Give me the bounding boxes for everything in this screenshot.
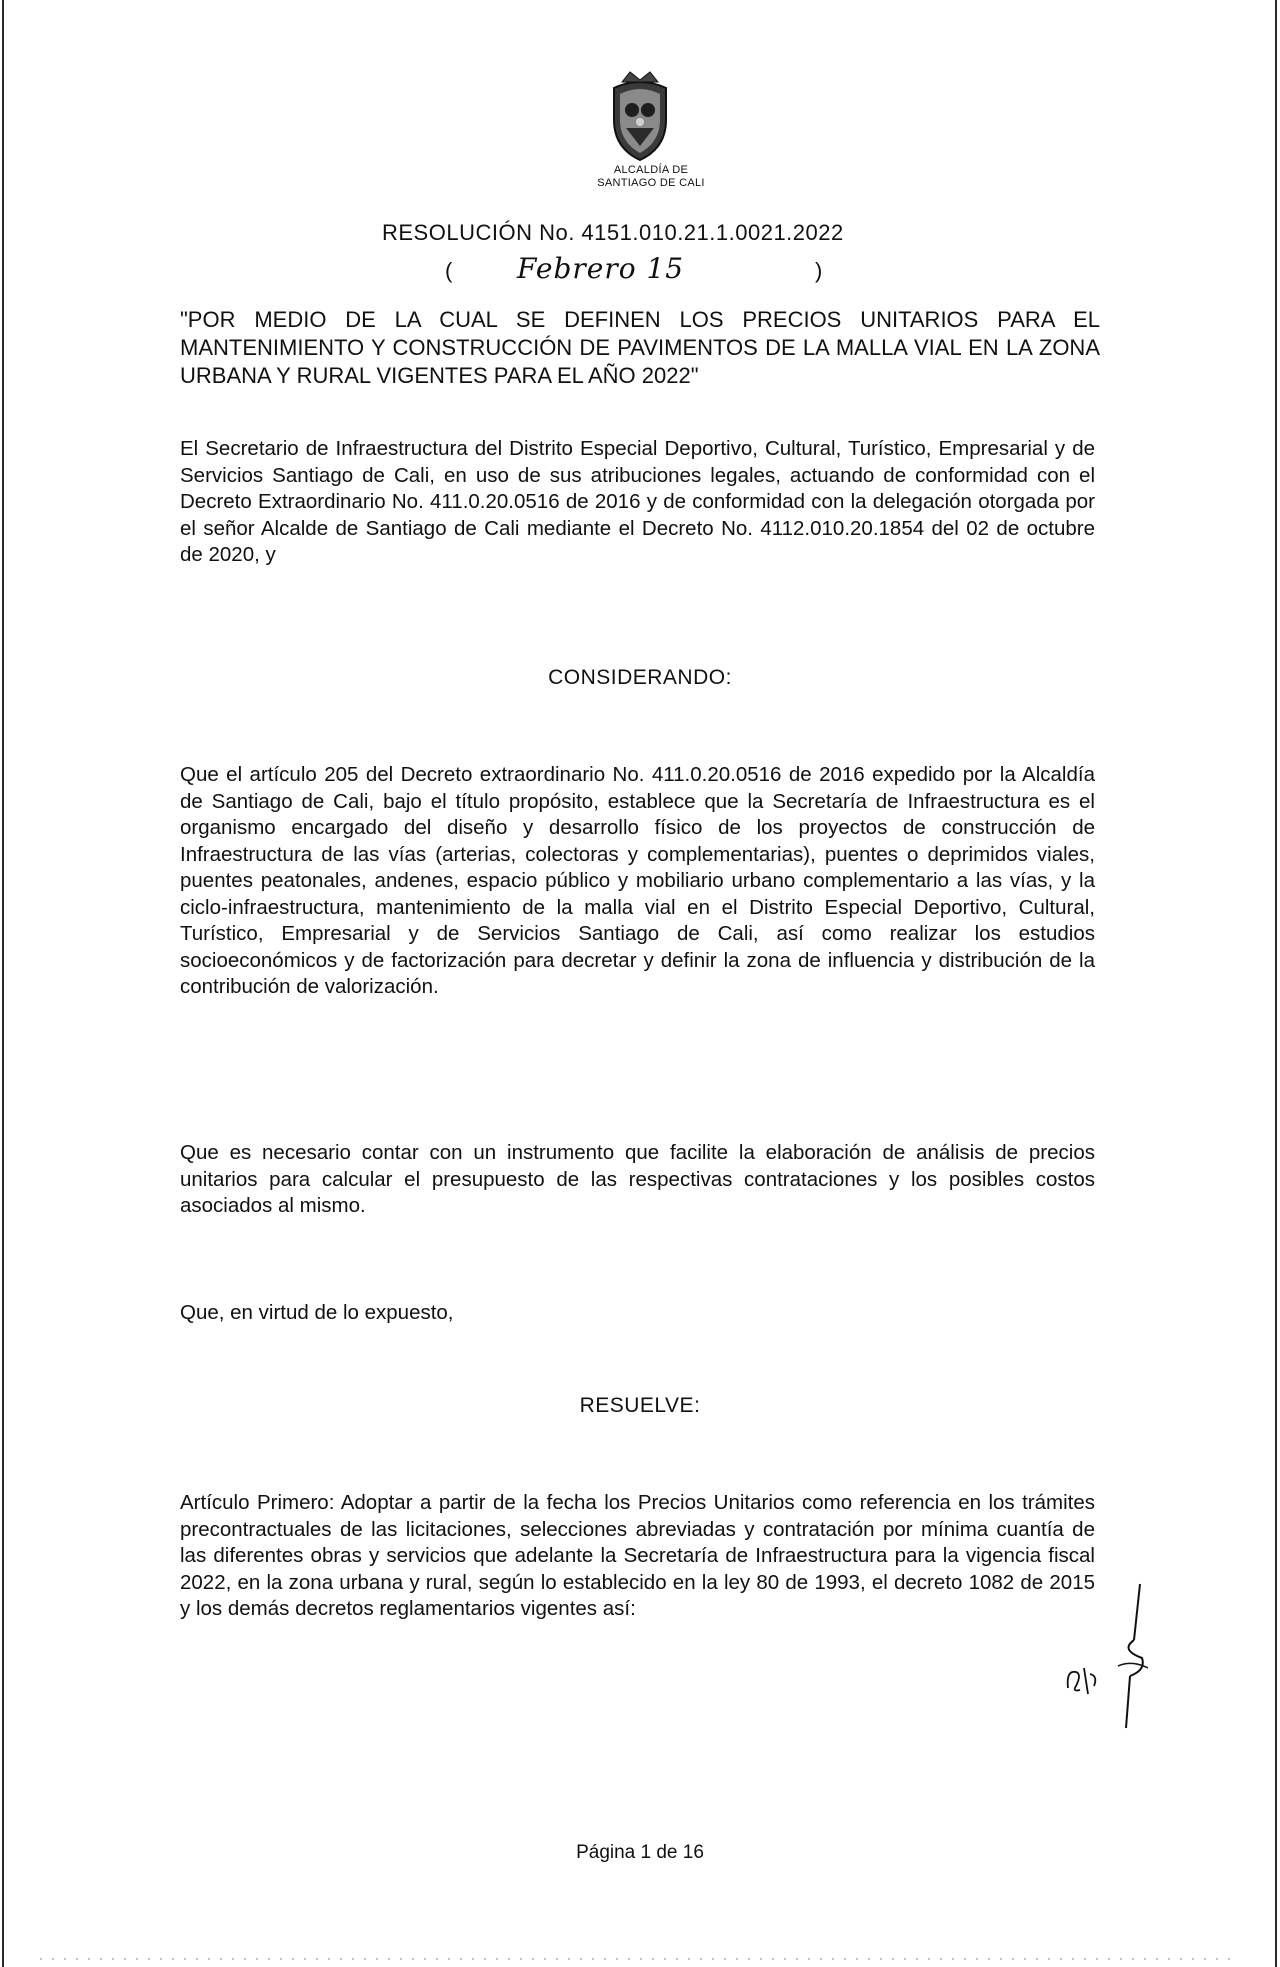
- considerando-paragraph-2: Que es necesario contar con un instrumento que facilite la elaboración de análisis de precios unitarios para calcular el presupuesto de las respectivas contrataciones y los posibles costos asociados al mismo.: [180, 1141, 1095, 1217]
- page-footer: Página 1 de 16: [576, 1842, 704, 1863]
- considerando-heading: CONSIDERANDO:: [548, 666, 732, 689]
- resolution-date: [445, 252, 835, 292]
- scan-edge-left: [2, 0, 4, 1967]
- handwritten-date: Febrero 15: [517, 252, 685, 285]
- date-close-paren: ): [815, 258, 823, 283]
- document-title: "POR MEDIO DE LA CUAL SE DEFINEN LOS PRECIOS UNITARIOS PARA EL MANTENIMIENTO Y CONSTRUCCIÓN DE PAVIMENTOS DE LA MALLA VIAL EN LA ZONA URBANA Y RURAL VIGENTES PARA EL AÑO 2022": [180, 307, 1100, 388]
- header-line-2: SANTIAGO DE CALI: [597, 177, 705, 189]
- resolution-number: RESOLUCIÓN No. 4151.010.21.1.0021.2022: [382, 220, 844, 245]
- coat-of-arms-icon: [600, 70, 680, 164]
- scan-artifact-line: [0, 1957, 1280, 1961]
- document-header: [0, 70, 1280, 190]
- resuelve-heading: RESUELVE:: [579, 1394, 701, 1417]
- considerando-paragraph-3: Que, en virtud de lo expuesto,: [180, 1301, 454, 1324]
- considerando-paragraph-1: Que el artículo 205 del Decreto extraordinario No. 411.0.20.0516 de 2016 expedido por la Alcaldía de Santiago de Cali, bajo el título propósito, establece que la Secretaría de Infraestructura es el organismo encargado del diseño y desarrollo físico de los proyectos de construcción de Infraestructura de las vías (arterias, colectoras y complementarias), puentes o deprimidos viales, puentes peatonales, andenes, espacio público y mobiliario urbano complementario a las vías, y la ciclo-infraestructura, mantenimiento de la malla vial en el Distrito Especial Deportivo, Cultural, Turístico, Empresarial y de Servicios Santiago de Cali, así como realizar los estudios socioeconómicos y de factorización para decretar y definir la zona de influencia y distribución de la contribución de valorización.: [180, 763, 1095, 998]
- scan-edge-right: [1275, 0, 1277, 1967]
- header-line-1: ALCALDÍA DE: [613, 164, 689, 176]
- date-open-paren: (: [445, 258, 453, 283]
- signature-icon: [1112, 1580, 1154, 1730]
- articulo-primero: Artículo Primero: Adoptar a partir de la fecha los Precios Unitarios como referencia en los trámites precontractuales de las licitaciones, selecciones abreviadas y contratación por mínima cuantía de las diferentes obras y servicios que adelante la Secretaría de Infraestructura para la vigencia fiscal 2022, en la zona urbana y rural, según lo establecido en la ley 80 de 1993, el decreto 1082 de 2015 y los demás decretos reglamentarios vigentes así:: [180, 1491, 1095, 1620]
- intro-paragraph: El Secretario de Infraestructura del Distrito Especial Deportivo, Cultural, Turístico, Empresarial y de Servicios Santiago de Cali, en uso de sus atribuciones legales, actuando de conformidad con el Decreto Extraordinario No. 411.0.20.0516 de 2016 y de conformidad con la delegación otorgada por el señor Alcalde de Santiago de Cali mediante el Decreto No. 4112.010.20.1854 del 02 de octubre de 2020, y: [180, 437, 1095, 566]
- initials-icon: [1062, 1660, 1104, 1700]
